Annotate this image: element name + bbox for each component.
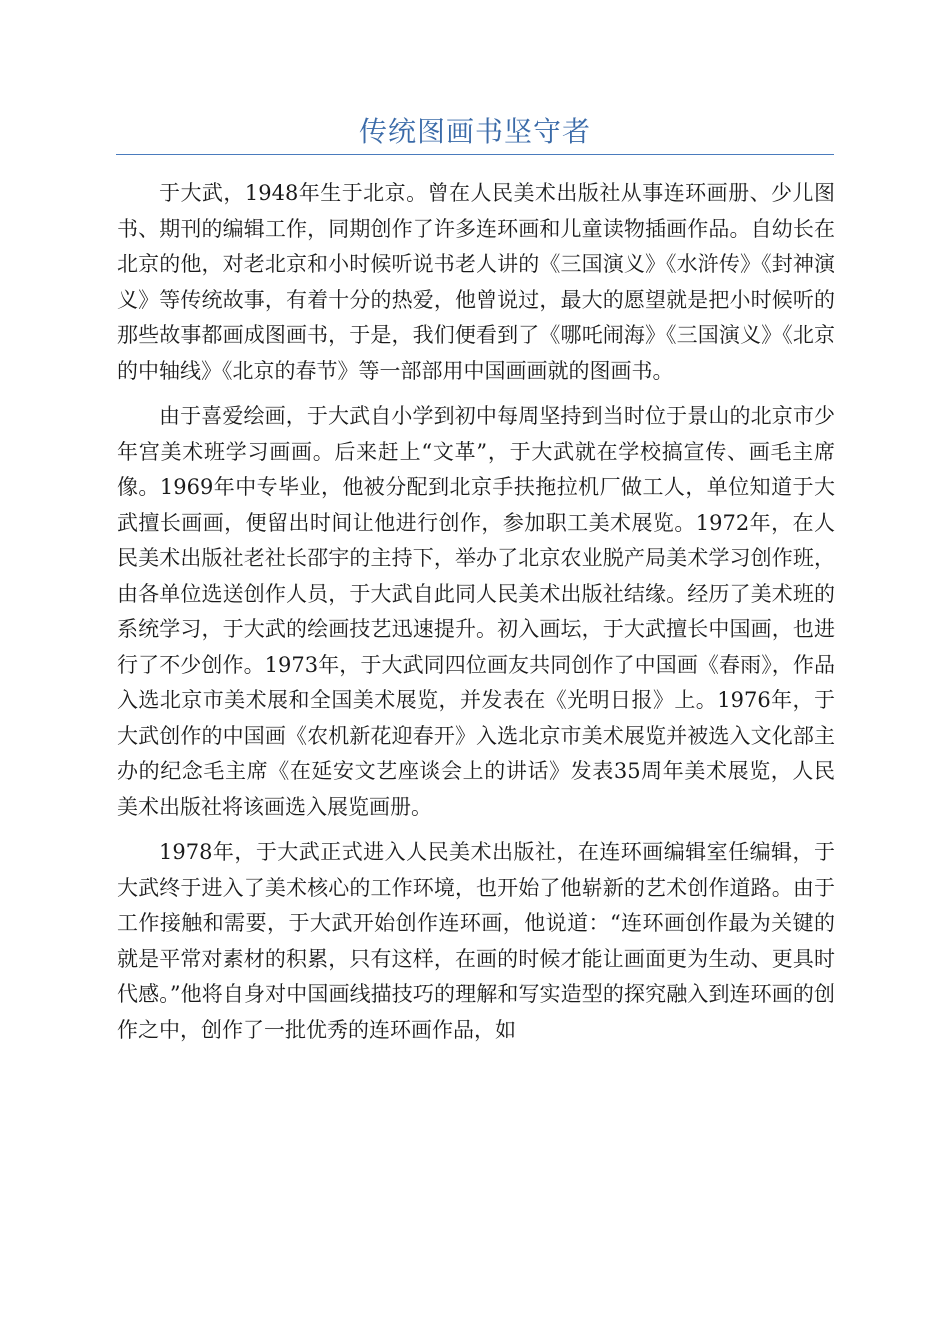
page-title: 传统图画书坚守者 xyxy=(358,115,591,148)
paragraph: 1978年，于大武正式进入人民美术出版社，在连环画编辑室任编辑，于大武终于进入了美术核心的工作环境，也开始了他崭新的艺术创作道路。由于工作接触和需要，于大武开始创作连环画，他说道：“连环画创作最为关键的就是平常对素材的积累，只有这样，在画的时候才能让画面更为生动、更具时代感。”他将自身对中国画线描技巧的理解和写实造型的探究融入到连环画的创作之中，创作了一批优秀的连环画作品，如 xyxy=(117,840,835,1042)
document-body xyxy=(117,176,835,1058)
paragraph: 由于喜爱绘画，于大武自小学到初中每周坚持到当时位于景山的北京市少年宫美术班学习画画。后来赶上“文革”，于大武就在学校搞宣传、画毛主席像。1969年中专毕业，他被分配到北京手扶拖拉机厂做工人，单位知道于大武擅长画画，便留出时间让他进行创作，参加职工美术展览。1972年，在人民美术出版社老社长邵宇的主持下，举办了北京农业脱产局美术学习创作班，由各单位选送创作人员，于大武自此同人民美术出版社结缘。经历了美术班的系统学习，于大武的绘画技艺迅速提升。初入画坛，于大武擅长中国画，也进行了不少创作。1973年，于大武同四位画友共同创作了中国画《春雨》，作品入选北京市美术展和全国美术展览，并发表在《光明日报》上。1976年，于大武创作的中国画《农机新花迎春开》入选北京市美术展览并被选入文化部主办的纪念毛主席《在延安文艺座谈会上的讲话》发表35周年美术展览，人民美术出版社将该画选入展览画册。 xyxy=(117,404,835,819)
title-underline xyxy=(116,154,834,155)
paragraph: 于大武，1948年生于北京。曾在人民美术出版社从事连环画册、少儿图书、期刊的编辑工作，同期创作了许多连环画和儿童读物插画作品。自幼长在北京的他，对老北京和小时候听说书老人讲的《三国演义》《水浒传》《封神演义》等传统故事，有着十分的热爱，他曾说过，最大的愿望就是把小时候听的那些故事都画成图画书，于是，我们便看到了《哪吒闹海》《三国演义》《北京的中轴线》《北京的春节》等一部部用中国画画就的图画书。 xyxy=(117,181,835,383)
